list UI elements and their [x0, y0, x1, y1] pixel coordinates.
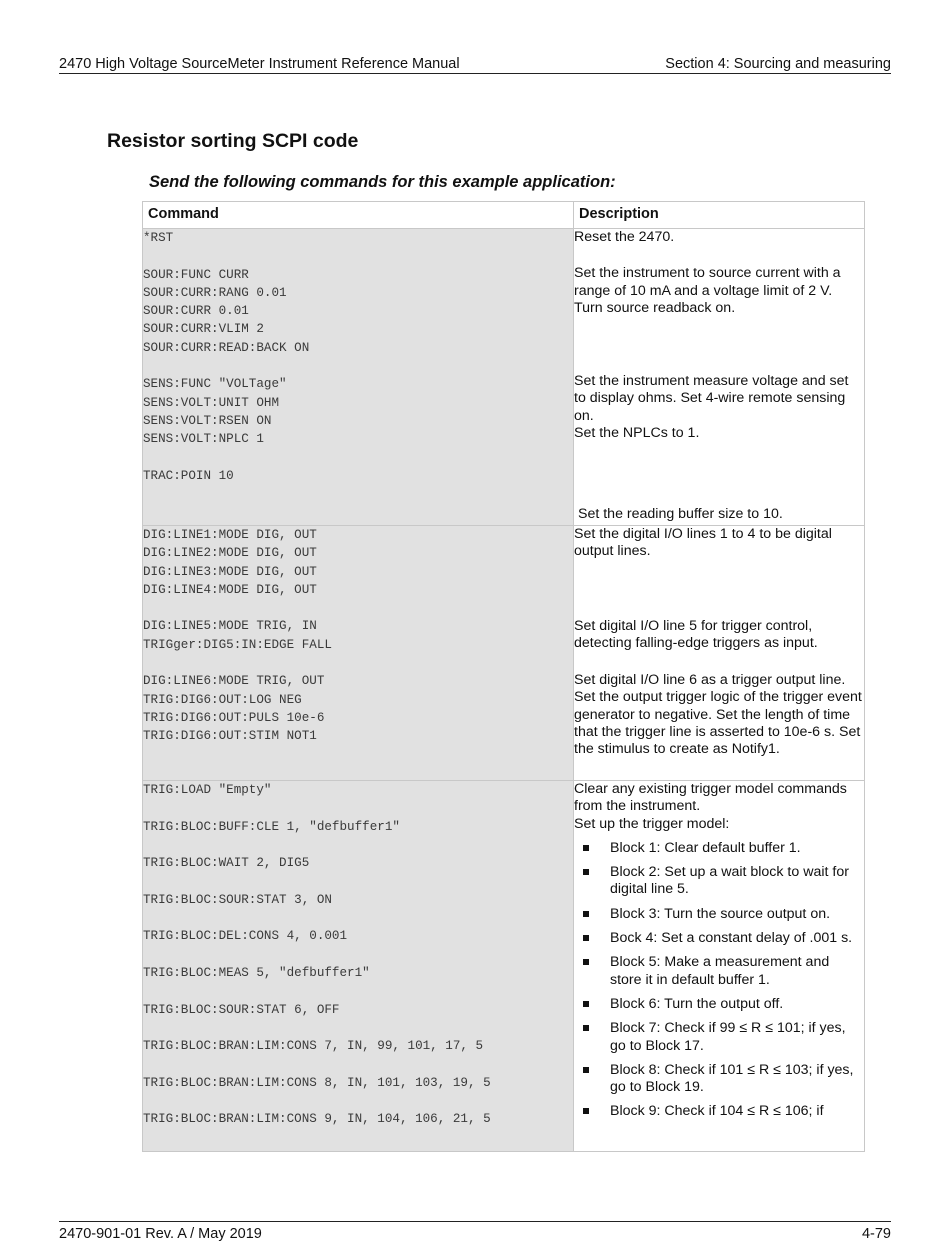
footer-doc-number: 2470-901-01 Rev. A / May 2019: [59, 1226, 262, 1242]
description-text: Set up the trigger model:: [574, 815, 730, 832]
command-line: TRIG:DIG6:OUT:PULS 10e-6: [143, 710, 325, 725]
bullet-icon: [583, 911, 589, 917]
command-line: SOUR:CURR:RANG 0.01: [143, 285, 287, 300]
list-item: Block 6: Turn the output off.: [574, 996, 864, 1013]
command-line: DIG:LINE5:MODE TRIG, IN: [143, 619, 317, 634]
command-line: TRIGger:DIG5:IN:EDGE FALL: [143, 637, 332, 652]
command-line: TRAC:POIN 10: [143, 468, 234, 483]
column-header-description: Description: [574, 202, 865, 229]
command-line: TRIG:LOAD "Empty": [143, 783, 272, 797]
command-line: TRIG:BLOC:BUFF:CLE 1, "defbuffer1": [143, 819, 400, 834]
command-line: TRIG:BLOC:SOUR:STAT 6, OFF: [143, 1002, 340, 1017]
command-line: TRIG:BLOC:WAIT 2, DIG5: [143, 856, 310, 871]
page-header: [59, 56, 891, 74]
list-item: Block 9: Check if 104 ≤ R ≤ 106; if: [574, 1103, 864, 1120]
section-title: Resistor sorting SCPI code: [107, 130, 359, 152]
command-cell: [143, 229, 574, 526]
command-line: *RST: [143, 231, 174, 245]
header-section: Section 4: Sourcing and measuring: [665, 56, 891, 72]
command-line: TRIG:BLOC:BRAN:LIM:CONS 9, IN, 104, 106, 21, 5: [143, 1112, 491, 1127]
command-line: SOUR:CURR:VLIM 2: [143, 322, 264, 337]
table-row: [143, 781, 865, 1152]
column-header-command: Command: [143, 202, 574, 229]
command-line: DIG:LINE3:MODE DIG, OUT: [143, 564, 317, 579]
bullet-icon: [583, 1025, 589, 1031]
description-text: Set the instrument measure voltage and set to display ohms. Set 4-wire remote sensing on.: [574, 373, 849, 424]
command-line: SOUR:CURR 0.01: [143, 304, 249, 319]
description-text: Set the NPLCs to 1.: [574, 425, 700, 442]
command-cell: [143, 781, 574, 1152]
description-cell: [574, 229, 865, 526]
table-row: [143, 229, 865, 526]
command-line: SENS:VOLT:RSEN ON: [143, 413, 272, 428]
description-text: Clear any existing trigger model commands from the instrument.: [574, 781, 847, 815]
list-item: Block 7: Check if 99 ≤ R ≤ 101; if yes, go to Block 17.: [574, 1020, 864, 1055]
description-text: Reset the 2470.: [574, 229, 675, 245]
description-cell: [574, 526, 865, 781]
list-item: Block 8: Check if 101 ≤ R ≤ 103; if yes, go to Block 19.: [574, 1062, 864, 1097]
command-line: TRIG:BLOC:MEAS 5, "defbuffer1": [143, 965, 370, 980]
command-line: SENS:FUNC "VOLTage": [143, 377, 287, 392]
command-line: TRIG:BLOC:BRAN:LIM:CONS 7, IN, 99, 101, 17, 5: [143, 1039, 484, 1054]
command-line: TRIG:BLOC:DEL:CONS 4, 0.001: [143, 929, 348, 944]
table-row: [143, 526, 865, 781]
command-line: DIG:LINE1:MODE DIG, OUT: [143, 528, 317, 542]
list-item: Block 3: Turn the source output on.: [574, 906, 864, 923]
bullet-icon: [583, 1067, 589, 1073]
bullet-icon: [583, 1108, 589, 1114]
bullet-icon: [583, 959, 589, 965]
list-item: Block 1: Clear default buffer 1.: [574, 840, 864, 857]
list-item: Block 2: Set up a wait block to wait for digital line 5.: [574, 864, 864, 899]
command-line: DIG:LINE4:MODE DIG, OUT: [143, 582, 317, 597]
command-line: SOUR:FUNC CURR: [143, 267, 249, 282]
list-item: Block 5: Make a measurement and store it in default buffer 1.: [574, 954, 864, 989]
description-text: Set digital I/O line 5 for trigger control, detecting falling-edge triggers as input.: [574, 617, 818, 651]
description-text: Set the reading buffer size to 10.: [578, 505, 783, 522]
command-table: [142, 201, 865, 1152]
command-line: DIG:LINE6:MODE TRIG, OUT: [143, 674, 325, 689]
command-line: DIG:LINE2:MODE DIG, OUT: [143, 546, 317, 561]
bullet-icon: [583, 845, 589, 851]
command-line: SOUR:CURR:READ:BACK ON: [143, 340, 310, 355]
list-item: Bock 4: Set a constant delay of .001 s.: [574, 930, 864, 947]
table-header-row: [143, 202, 865, 229]
header-manual-title: 2470 High Voltage SourceMeter Instrument Reference Manual: [59, 56, 460, 72]
command-line: SENS:VOLT:NPLC 1: [143, 432, 264, 447]
command-line: TRIG:BLOC:BRAN:LIM:CONS 8, IN, 101, 103, 19, 5: [143, 1075, 491, 1090]
command-line: TRIG:DIG6:OUT:STIM NOT1: [143, 729, 317, 744]
page-number: 4-79: [861, 1226, 891, 1242]
description-cell: [574, 781, 865, 1152]
command-cell: [143, 526, 574, 781]
command-line: TRIG:DIG6:OUT:LOG NEG: [143, 692, 302, 707]
trigger-block-list: [574, 840, 864, 1121]
page-footer: [59, 1221, 891, 1242]
description-text: Set the digital I/O lines 1 to 4 to be digital output lines.: [574, 526, 832, 560]
bullet-icon: [583, 1001, 589, 1007]
command-line: TRIG:BLOC:SOUR:STAT 3, ON: [143, 892, 332, 907]
bullet-icon: [583, 869, 589, 875]
description-text: Set the instrument to source current with a range of 10 mA and a voltage limit of 2 V. Turn source readback on.: [574, 265, 841, 316]
bullet-icon: [583, 935, 589, 941]
intro-text: Send the following commands for this example application:: [149, 173, 616, 191]
command-line: SENS:VOLT:UNIT OHM: [143, 395, 280, 410]
description-text: Set digital I/O line 6 as a trigger output line. Set the output trigger logic of the trigger event generator to negative. Set the length of time that the trigger line is asserted to 10e-6 s. Set the stimulus to create as Notify1.: [574, 672, 862, 758]
